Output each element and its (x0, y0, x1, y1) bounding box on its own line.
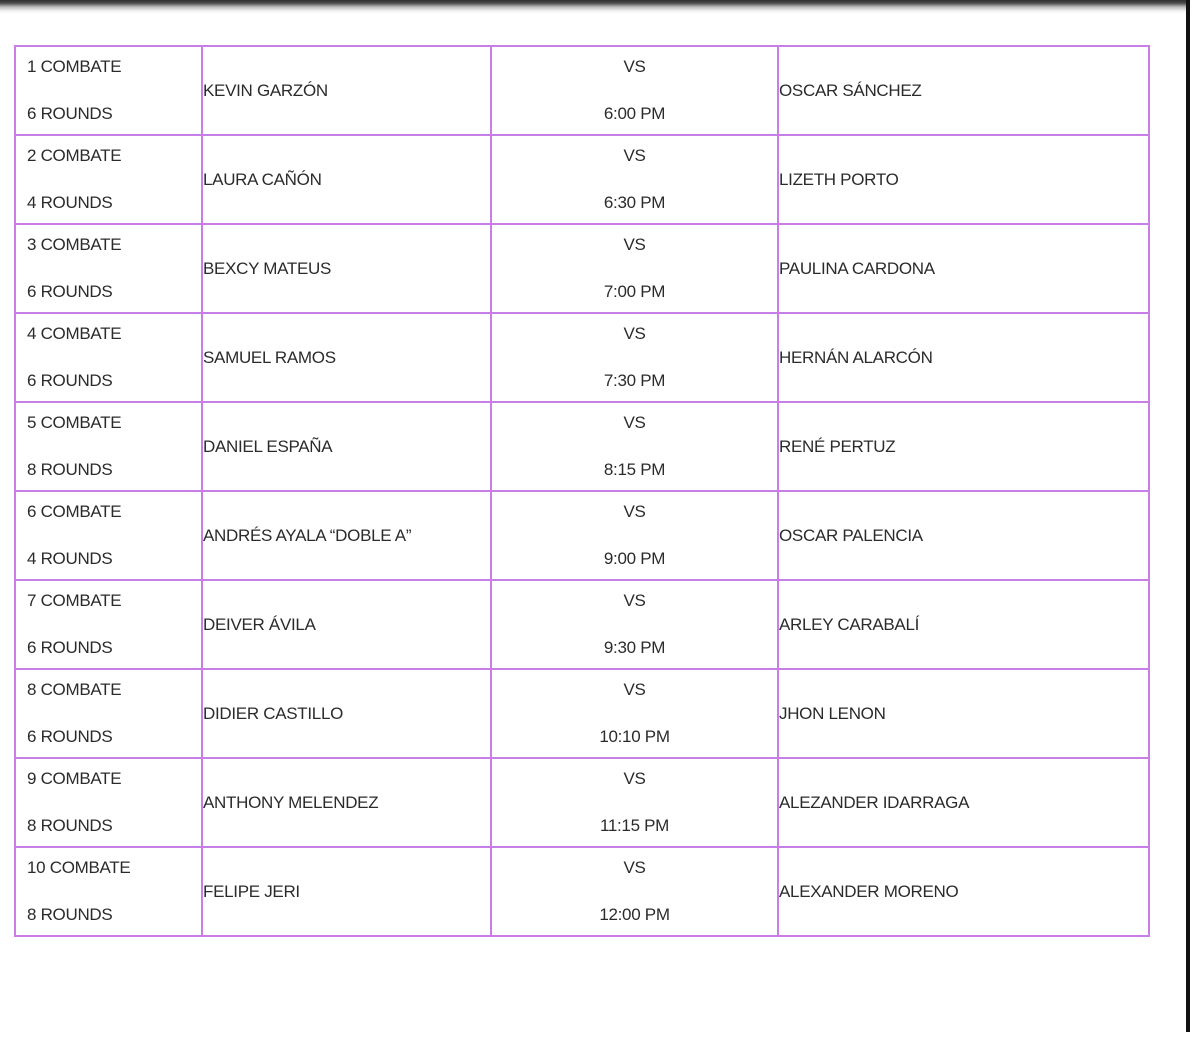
fight-time: 7:00 PM (603, 282, 666, 301)
vs-label: VS (623, 57, 646, 76)
fight-rounds: 6 ROUNDS (27, 638, 113, 657)
fighter-a-name: BEXCY MATEUS (203, 258, 332, 278)
fighter-a-cell (202, 669, 491, 758)
fight-meta-cell (15, 491, 202, 580)
fight-rounds: 4 ROUNDS (27, 193, 113, 212)
fighter-b-cell (778, 491, 1149, 580)
fighter-b-name: PAULINA CARDONA (779, 258, 935, 278)
fight-time: 9:30 PM (603, 638, 666, 657)
fight-vs-cell (491, 758, 778, 847)
vs-label: VS (623, 769, 646, 788)
fight-vs-cell (491, 491, 778, 580)
fight-meta-cell (15, 669, 202, 758)
fighter-a-cell (202, 313, 491, 402)
fight-number: 4 COMBATE (27, 324, 122, 343)
fighter-b-cell (778, 402, 1149, 491)
fighter-b-cell (778, 313, 1149, 402)
fight-meta-cell (15, 758, 202, 847)
fight-vs-cell (491, 847, 778, 936)
viewer-gutter (1190, 0, 1200, 1043)
fight-vs-cell (491, 135, 778, 224)
vs-label: VS (623, 413, 646, 432)
fight-time: 12:00 PM (599, 905, 670, 924)
fighter-a-name: FELIPE JERI (203, 881, 300, 901)
fight-row (15, 46, 1149, 135)
fight-meta-cell (15, 402, 202, 491)
fight-meta-cell (15, 580, 202, 669)
fight-vs-cell (491, 669, 778, 758)
fighter-a-cell (202, 580, 491, 669)
fighter-a-name: DEIVER ÁVILA (203, 614, 316, 634)
fight-rounds: 4 ROUNDS (27, 549, 113, 568)
fight-vs-cell (491, 46, 778, 135)
fight-row (15, 402, 1149, 491)
fight-time: 10:10 PM (599, 727, 670, 746)
fight-number: 10 COMBATE (27, 858, 131, 877)
fight-number: 9 COMBATE (27, 769, 122, 788)
fight-time: 7:30 PM (603, 371, 666, 390)
fighter-a-cell (202, 402, 491, 491)
vs-label: VS (623, 680, 646, 699)
fight-rounds: 6 ROUNDS (27, 371, 113, 390)
fighter-a-cell (202, 847, 491, 936)
fight-meta-cell (15, 847, 202, 936)
fight-vs-cell (491, 313, 778, 402)
fight-time: 6:00 PM (603, 104, 666, 123)
vs-label: VS (623, 502, 646, 521)
fighter-b-name: HERNÁN ALARCÓN (779, 347, 933, 367)
fighter-a-cell (202, 135, 491, 224)
fight-row (15, 580, 1149, 669)
fighter-b-name: OSCAR SÁNCHEZ (779, 80, 922, 100)
fight-vs-cell (491, 224, 778, 313)
document-page (0, 14, 1186, 1043)
fight-meta-cell (15, 46, 202, 135)
fighter-a-name: DANIEL ESPAÑA (203, 436, 333, 456)
fight-row (15, 313, 1149, 402)
viewer-top-shadow (0, 0, 1187, 14)
vs-label: VS (623, 591, 646, 610)
fight-time: 6:30 PM (603, 193, 666, 212)
fighter-a-cell (202, 491, 491, 580)
fighter-a-name: DIDIER CASTILLO (203, 703, 344, 723)
fighter-b-name: OSCAR PALENCIA (779, 525, 923, 545)
fighter-a-name: LAURA CAÑÓN (203, 169, 322, 189)
fight-time: 8:15 PM (603, 460, 666, 479)
fight-meta-cell (15, 135, 202, 224)
fight-number: 6 COMBATE (27, 502, 122, 521)
fight-rounds: 6 ROUNDS (27, 727, 113, 746)
fight-rounds: 8 ROUNDS (27, 460, 113, 479)
fighter-a-name: ANDRÉS AYALA “DOBLE A” (203, 525, 412, 545)
vs-label: VS (623, 146, 646, 165)
fight-number: 1 COMBATE (27, 57, 122, 76)
fighter-b-name: LIZETH PORTO (779, 169, 899, 189)
fight-time: 11:15 PM (599, 816, 670, 835)
fight-row (15, 224, 1149, 313)
fight-number: 8 COMBATE (27, 680, 122, 699)
fighter-a-cell (202, 46, 491, 135)
fight-number: 2 COMBATE (27, 146, 122, 165)
fighter-b-cell (778, 46, 1149, 135)
vs-label: VS (623, 235, 646, 254)
fighter-a-cell (202, 758, 491, 847)
vs-label: VS (623, 324, 646, 343)
fight-meta-cell (15, 224, 202, 313)
fighter-b-cell (778, 135, 1149, 224)
fight-number: 3 COMBATE (27, 235, 122, 254)
fighter-a-name: KEVIN GARZÓN (203, 80, 328, 100)
fight-vs-cell (491, 580, 778, 669)
fight-time: 9:00 PM (603, 549, 666, 568)
fighter-b-name: ALEXANDER MORENO (779, 881, 959, 901)
fighter-b-name: ALEZANDER IDARRAGA (779, 792, 970, 812)
vs-label: VS (623, 858, 646, 877)
fight-rounds: 6 ROUNDS (27, 104, 113, 123)
fight-rounds: 8 ROUNDS (27, 816, 113, 835)
fight-row (15, 669, 1149, 758)
fight-rounds: 8 ROUNDS (27, 905, 113, 924)
fighter-a-name: SAMUEL RAMOS (203, 347, 336, 367)
fighter-b-name: RENÉ PERTUZ (779, 436, 896, 456)
fight-vs-cell (491, 402, 778, 491)
fight-rows (15, 46, 1149, 936)
fighter-b-cell (778, 758, 1149, 847)
fight-row (15, 135, 1149, 224)
fight-number: 7 COMBATE (27, 591, 122, 610)
fighter-b-cell (778, 669, 1149, 758)
fighter-b-cell (778, 224, 1149, 313)
fight-row (15, 758, 1149, 847)
fight-row (15, 847, 1149, 936)
fight-rounds: 6 ROUNDS (27, 282, 113, 301)
fighter-b-cell (778, 580, 1149, 669)
fighter-b-name: JHON LENON (779, 703, 886, 723)
fight-row (15, 491, 1149, 580)
fighter-a-cell (202, 224, 491, 313)
fight-number: 5 COMBATE (27, 413, 122, 432)
fight-card-table (14, 45, 1150, 937)
fight-meta-cell (15, 313, 202, 402)
fighter-a-name: ANTHONY MELENDEZ (203, 792, 379, 812)
fighter-b-cell (778, 847, 1149, 936)
fighter-b-name: ARLEY CARABALÍ (779, 614, 920, 634)
